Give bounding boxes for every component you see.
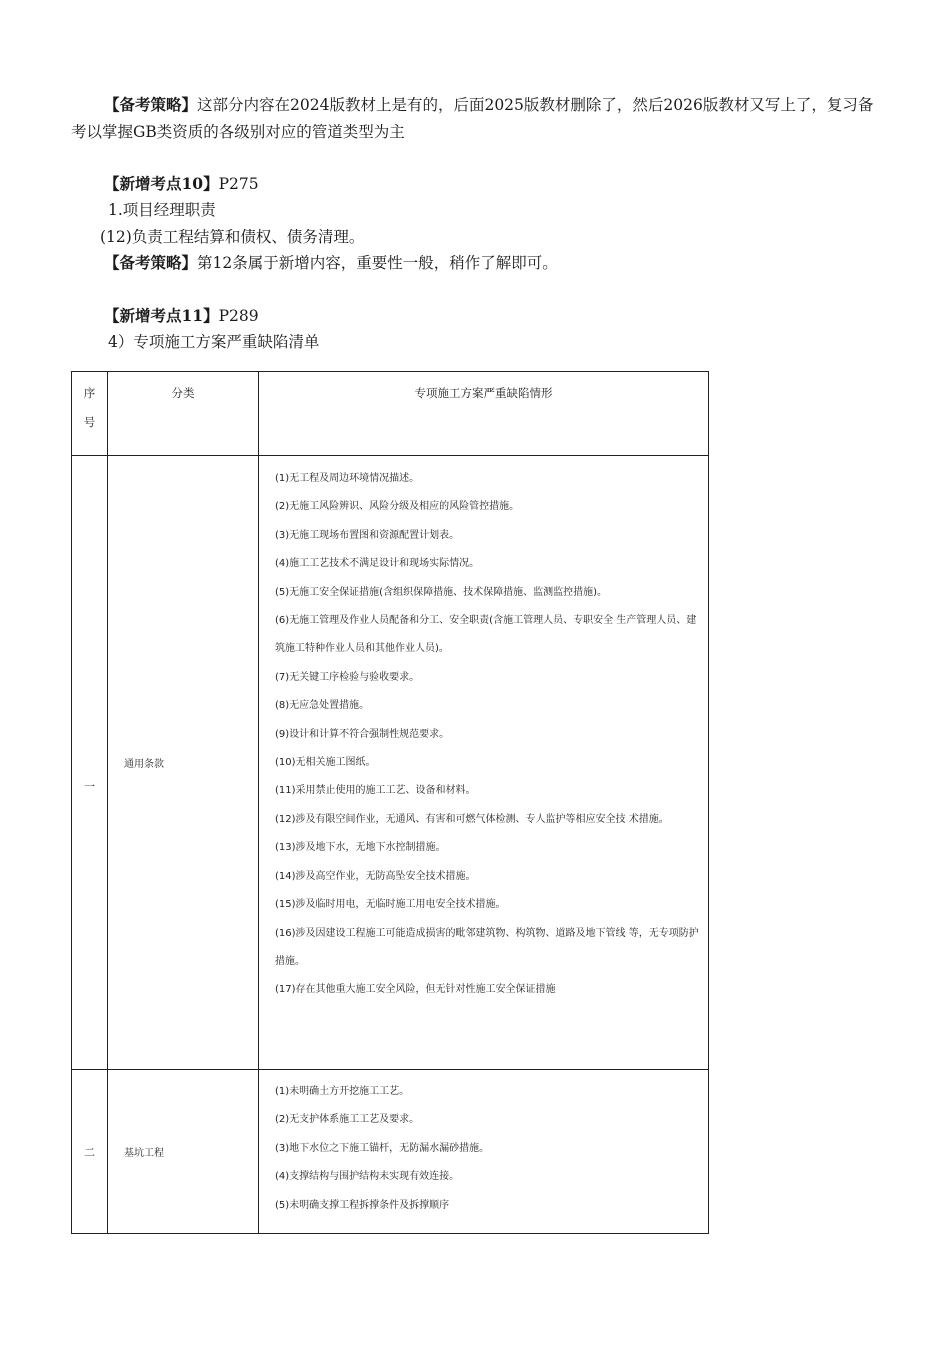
defect-item: (2)无施工风险辨识、风险分级及相应的风险管控措施。 (275, 501, 520, 513)
strategy-label: 【备考策略】 (104, 253, 198, 272)
defect-item: (5)无施工安全保证措施(含组织保障措施、技术保障措施、监测监控措施)。 (275, 586, 607, 598)
strategy-paragraph-2 (104, 250, 558, 277)
defect-item: (9)设计和计算不符合强制性规范要求。 (275, 728, 450, 740)
row-items (259, 456, 709, 1070)
defect-item: (2)无支护体系施工工艺及要求。 (275, 1114, 420, 1126)
defect-item: (14)涉及高空作业，无防高坠安全技术措施。 (275, 870, 476, 882)
defect-item: (5)未明确支撑工程拆撑条件及拆撑顺序 (275, 1199, 450, 1211)
strategy-paragraph-1 (71, 91, 876, 146)
point-page: P275 (218, 175, 259, 193)
defect-item: (17)存在其他重大施工安全风险，但无针对性施工安全保证措施 (275, 984, 556, 996)
point-11-item: 4）专项施工方案严重缺陷清单 (108, 333, 320, 351)
defect-item: (10)无相关施工图纸。 (275, 757, 376, 769)
header-situation: 专项施工方案严重缺陷情形 (259, 372, 709, 456)
new-point-10-heading (104, 171, 259, 198)
row-category: 通用条款 (108, 456, 259, 1070)
defect-item: (7)无关键工序检验与验收要求。 (275, 671, 420, 683)
header-category: 分类 (108, 372, 259, 456)
strategy-text: 这部分内容在2024版教材上是有的，后面2025版教材删除了，然后2026版教材又写上了，复习备考以掌握GB类资质的各级别对应的管道类型为主 (71, 96, 874, 141)
point-page: P289 (218, 307, 259, 325)
strategy-label: 【备考策略】 (104, 95, 198, 114)
defect-item: (3)无施工现场布置图和资源配置计划表。 (275, 529, 460, 541)
defect-item: (1)未明确土方开挖施工工艺。 (275, 1086, 410, 1097)
point-10-item: 1.项目经理职责 (108, 201, 216, 219)
point-label: 【新增考点10】 (104, 174, 219, 193)
row-number: 二 (72, 1070, 108, 1234)
point-label: 【新增考点11】 (104, 306, 219, 325)
defect-item: (13)涉及地下水，无地下水控制措施。 (275, 842, 446, 854)
row-items (259, 1070, 709, 1234)
row-category: 基坑工程 (108, 1070, 259, 1234)
defect-item: (6)无施工管理及作业人员配备和分工、安全职责(含施工管理人员、专职安全 生产管理人员、建筑施工特种作业人员和其他作业人员)。 (275, 615, 697, 655)
table-row (72, 1070, 709, 1234)
defect-item: (8)无应急处置措施。 (275, 700, 370, 712)
defect-item: (12)涉及有限空间作业，无通风、有害和可燃气体检测、专人监护等相应安全技 术措施。 (275, 813, 669, 825)
new-point-11-heading (104, 303, 259, 330)
defect-item: (11)采用禁止使用的施工工艺、设备和材料。 (275, 785, 476, 797)
defect-item: (15)涉及临时用电，无临时施工用电安全技术措施。 (275, 899, 506, 911)
table-header-row (72, 372, 709, 456)
point-10-subitem: (12)负责工程结算和债权、债务清理。 (100, 228, 365, 246)
defects-table (71, 371, 709, 1234)
defect-item: (3)地下水位之下施工锚杆，无防漏水漏砂措施。 (275, 1142, 490, 1154)
defect-item: (1)无工程及周边环境情况描述。 (275, 473, 420, 484)
row-number: 一 (72, 456, 108, 1070)
strategy-text: 第12条属于新增内容，重要性一般，稍作了解即可。 (197, 254, 558, 272)
defect-item: (16)涉及因建设工程施工可能造成损害的毗邻建筑物、构筑物、道路及地下管线 等，无专项防护措施。 (275, 927, 699, 967)
header-no-text: 序 号 (83, 386, 96, 429)
header-no (72, 372, 108, 456)
table-row (72, 456, 709, 1070)
defect-item: (4)施工工艺技术不满足设计和现场实际情况。 (275, 558, 480, 570)
defect-item: (4)支撑结构与围护结构未实现有效连接。 (275, 1171, 460, 1183)
